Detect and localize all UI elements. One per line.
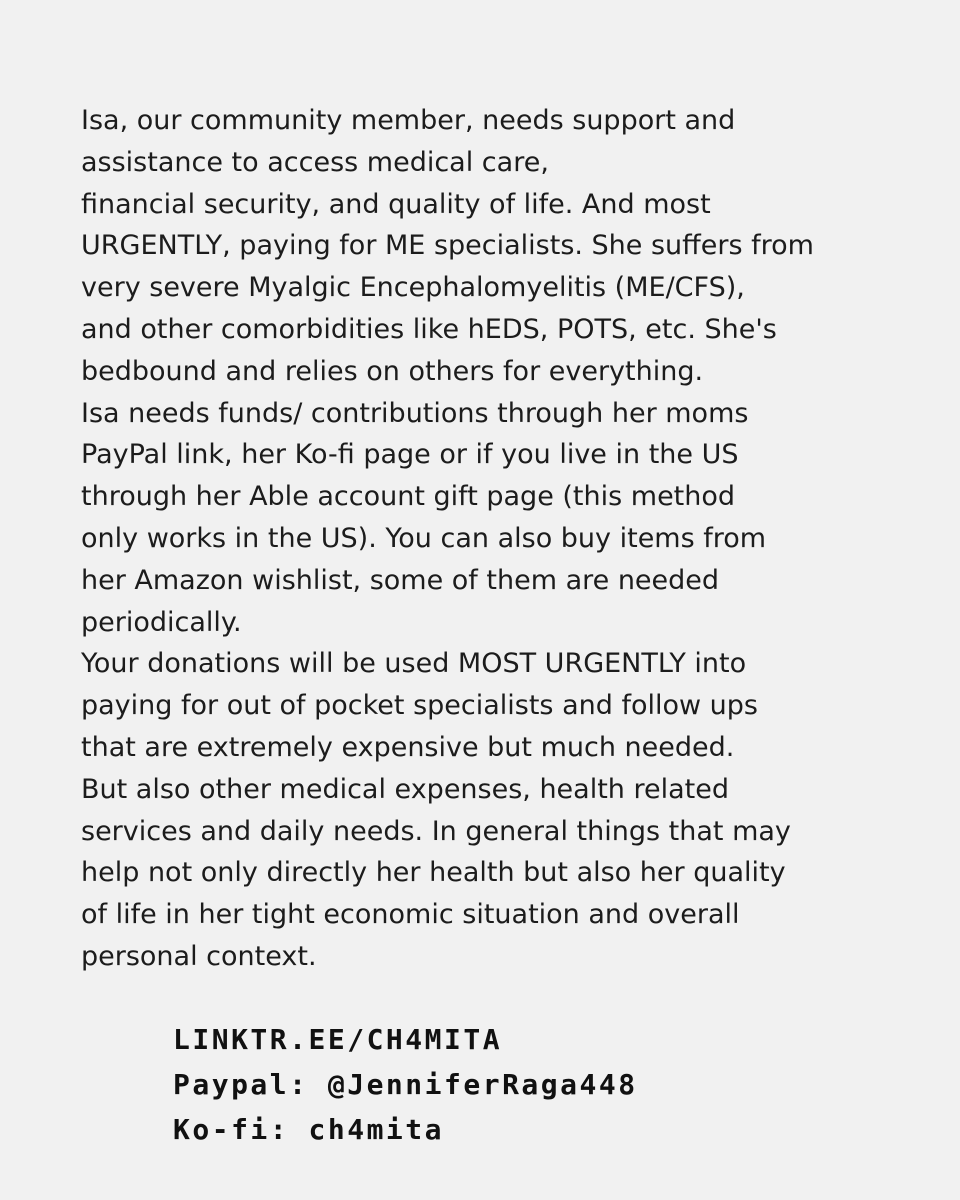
- appeal-line: assistance to access medical care,: [81, 146, 549, 178]
- appeal-line: Isa, our community member, needs support and: [81, 105, 736, 136]
- appeal-line: of life in her tight economic situation and overall: [81, 899, 740, 931]
- appeal-line: help not only directly her health but also her quality: [81, 857, 786, 889]
- appeal-line: periodically.: [81, 606, 242, 638]
- appeal-line: financial security, and quality of life. And most: [81, 188, 711, 220]
- appeal-line: that are extremely expensive but much needed.: [81, 731, 735, 763]
- linktree-link: LINKTR.EE/CH4MITA: [173, 1023, 503, 1056]
- appeal-line: very severe Myalgic Encephalomyelitis (ME/CFS),: [81, 272, 745, 304]
- appeal-text: [81, 100, 901, 978]
- appeal-line: her Amazon wishlist, some of them are needed: [81, 564, 720, 596]
- appeal-line: Isa needs funds/ contributions through her moms: [81, 397, 749, 429]
- paypal-handle: Paypal: @JenniferRaga448: [173, 1068, 638, 1101]
- donation-links: [173, 1017, 638, 1152]
- appeal-line: But also other medical expenses, health related: [81, 773, 729, 805]
- appeal-line: URGENTLY, paying for ME specialists. She suffers from: [81, 230, 814, 262]
- appeal-line: services and daily needs. In general things that may: [81, 815, 791, 847]
- appeal-line: personal context.: [81, 940, 317, 972]
- appeal-line: PayPal link, her Ko-fi page or if you live in the US: [81, 439, 739, 471]
- appeal-line: and other comorbidities like hEDS, POTS, etc. She's: [81, 313, 777, 345]
- appeal-line: only works in the US). You can also buy items from: [81, 522, 767, 554]
- kofi-handle: Ko-fi: ch4mita: [173, 1113, 445, 1146]
- appeal-line: Your donations will be used MOST URGENTLY into: [81, 648, 747, 680]
- appeal-line: bedbound and relies on others for everything.: [81, 355, 704, 387]
- appeal-line: paying for out of pocket specialists and follow ups: [81, 690, 758, 722]
- appeal-line: through her Able account gift page (this method: [81, 481, 736, 513]
